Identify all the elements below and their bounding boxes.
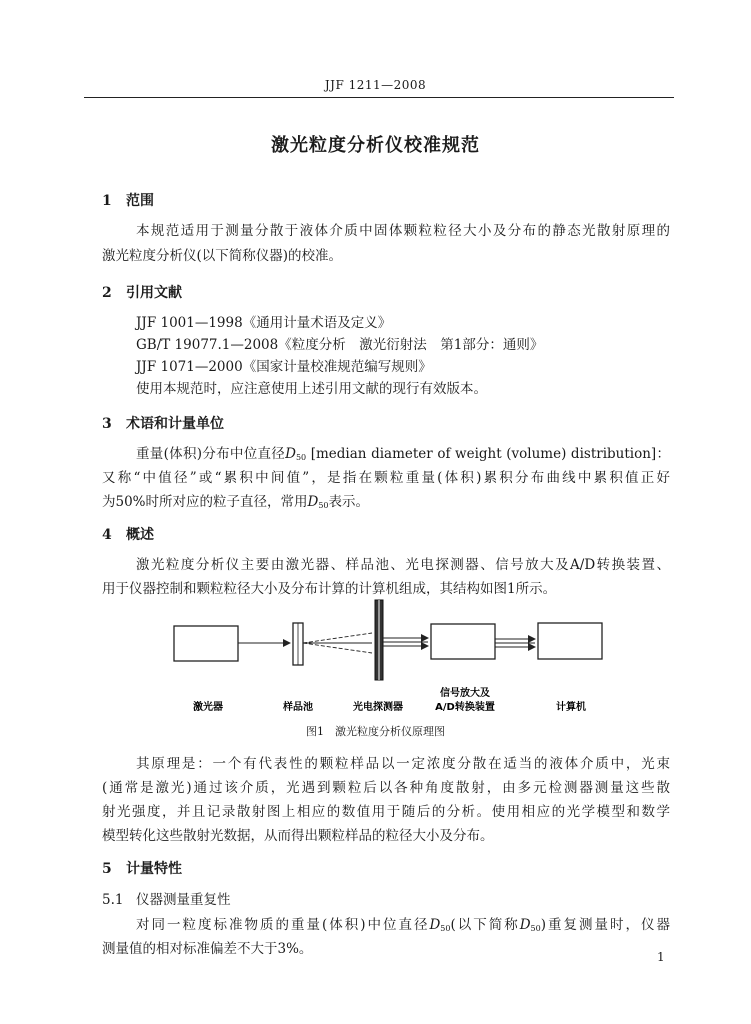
- scatter-ray-upper: [303, 633, 372, 643]
- overview-line-1: 激光粒度分析仪主要由激光器、样品池、光电探测器、信号放大及A/D转换装置、: [136, 557, 670, 573]
- subsection-5-1-heading: 5.1 仪器测量重复性: [102, 892, 231, 908]
- overview-line-2: 用于仪器控制和颗粒粒径大小及分布计算的计算机组成，其结构如图1所示。: [102, 581, 557, 597]
- laser-box: [174, 626, 238, 661]
- subsection-5-1-line-1: 对同一粒度标准物质的重量(体积)中位直径$D_{50}$(以下简称$D_{50}$)重复测量时，仪器: [136, 917, 670, 933]
- section-1-heading: 1 范围: [102, 193, 154, 209]
- scope-line-2: 激光粒度分析仪(以下简称仪器)的校准。: [102, 248, 343, 264]
- section-4-heading: 4 概述: [102, 527, 154, 543]
- section-3-heading: 3 术语和计量单位: [102, 416, 224, 432]
- principle-line-2: (通常是激光)通过该介质，光遇到颗粒后以各种角度散射，由多元检测器测量这些散: [102, 780, 670, 796]
- subsection-5-1-line-2: 测量值的相对标准偏差不大于3%。: [102, 941, 313, 957]
- reference-3: JJF 1071—2000《国家计量校准规范编写规则》: [136, 359, 432, 375]
- reference-2: GB/T 19077.1—2008《粒度分析 激光衍射法 第1部分：通则》: [136, 337, 544, 353]
- section-2-heading: 2 引用文献: [102, 285, 182, 301]
- label-laser: 激光器: [193, 702, 223, 713]
- header-rule: [84, 97, 674, 98]
- term-definition-line-1: 重量(体积)分布中位直径$D_{50}$ [median diameter of weight (volume) distribution]：: [136, 446, 670, 462]
- term-definition-line-2: 又称“中值径”或“累积中间值”，是指在颗粒重量(体积)累积分布曲线中累积值正好: [102, 470, 670, 486]
- scope-line-1: 本规范适用于测量分散于液体介质中固体颗粒粒径大小及分布的静态光散射原理的: [136, 223, 670, 239]
- page-number: 1: [657, 950, 665, 964]
- standard-code: JJF 1211—2008: [324, 78, 427, 92]
- figure-caption: 图1 激光粒度分析仪原理图: [306, 725, 445, 738]
- reference-1: JJF 1001—1998《通用计量术语及定义》: [136, 315, 392, 331]
- label-computer: 计算机: [556, 702, 586, 713]
- section-5-heading: 5 计量特性: [102, 861, 182, 877]
- scatter-ray-lower: [303, 643, 372, 653]
- principle-line-4: 模型转化这些散射光数据，从而得出颗粒样品的粒径大小及分布。: [102, 828, 494, 844]
- principle-line-1: 其原理是：一个有代表性的颗粒样品以一定浓度分散在适当的液体介质中，光束: [136, 756, 670, 772]
- label-amplifier-line-2: A/D转换装置: [435, 702, 495, 713]
- computer-box: [538, 623, 602, 659]
- principle-line-3: 射光强度，并且记录散射图上相应的数值用于随后的分析。使用相应的光学模型和数学: [102, 804, 670, 820]
- reference-note: 使用本规范时，应注意使用上述引用文献的现行有效版本。: [136, 381, 487, 397]
- document-title: 激光粒度分析仪校准规范: [271, 135, 480, 156]
- label-sample-cell: 样品池: [283, 702, 313, 713]
- label-amplifier-line-1: 信号放大及: [440, 688, 490, 699]
- term-definition-line-3: 为50%时所对应的粒子直径，常用$D_{50}$表示。: [102, 494, 370, 510]
- principle-diagram: [0, 590, 751, 720]
- label-detector: 光电探测器: [353, 702, 403, 713]
- amplifier-box: [431, 624, 495, 659]
